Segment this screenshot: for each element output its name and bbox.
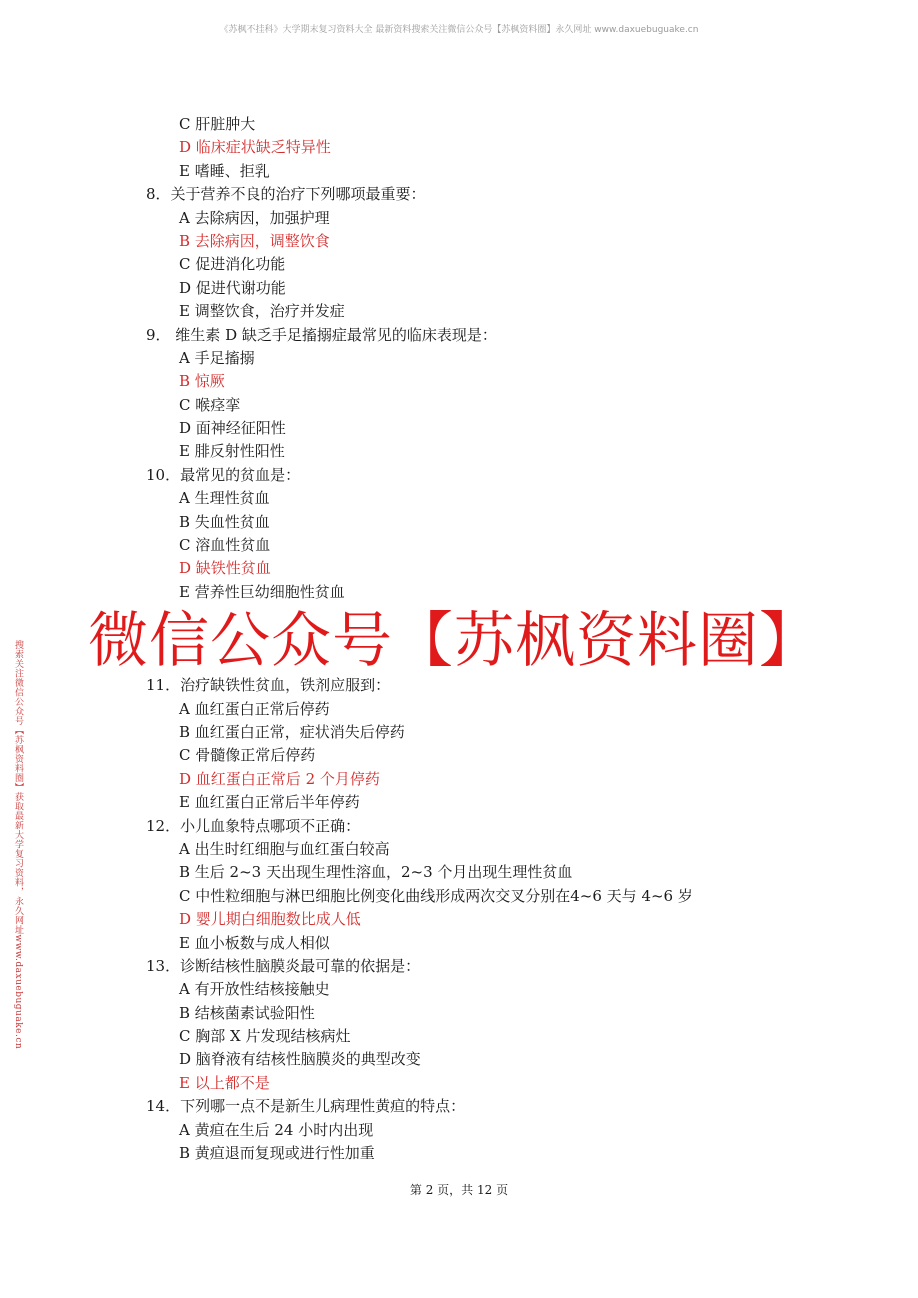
- option-q13-e-answer: E 以上都不是: [179, 1073, 270, 1092]
- option-q13-b: B 结核菌素试验阳性: [179, 1003, 315, 1022]
- option-q11-a: A 血红蛋白正常后停药: [179, 699, 330, 718]
- option-q11-b: B 血红蛋白正常，症状消失后停药: [179, 722, 405, 741]
- option-q10-a: A 生理性贫血: [179, 489, 270, 508]
- option-q12-b: B 生后 2~3 天出现生理性溶血，2~3 个月出现生理性贫血: [179, 863, 573, 882]
- question-12: 12．小儿血象特点哪项不正确：: [146, 816, 361, 835]
- option-q8-d: D 促进代谢功能: [179, 278, 286, 297]
- question-10: 10．最常见的贫血是：: [146, 465, 301, 484]
- option-q9-a: A 手足搐搦: [179, 348, 255, 367]
- option-q12-d-answer: D 婴儿期白细胞数比成人低: [179, 910, 361, 929]
- option-q13-a: A 有开放性结核接触史: [179, 980, 330, 999]
- option-q11-c: C 骨髓像正常后停药: [179, 746, 316, 765]
- option-q9-c: C 喉痉挛: [179, 395, 241, 414]
- wechat-watermark: 微信公众号【苏枫资料圈】: [88, 606, 820, 676]
- option-q11-e: E 血红蛋白正常后半年停药: [179, 793, 360, 812]
- option-q9-e: E 腓反射性阳性: [179, 442, 285, 461]
- option-q8-b-answer: B 去除病因，调整饮食: [179, 231, 330, 250]
- option-q7-e: E 嗜睡、拒乳: [179, 161, 270, 180]
- question-11: 11．治疗缺铁性贫血，铁剂应服到：: [146, 676, 391, 695]
- option-q12-e: E 血小板数与成人相似: [179, 933, 330, 952]
- option-q10-b: B 失血性贫血: [179, 512, 270, 531]
- question-9: 9． 维生素 D 缺乏手足搐搦症最常见的临床表现是：: [146, 325, 497, 344]
- question-8: 8．关于营养不良的治疗下列哪项最重要：: [146, 185, 426, 204]
- option-q10-c: C 溶血性贫血: [179, 536, 271, 555]
- option-q14-a: A 黄疸在生后 24 小时内出现: [179, 1120, 374, 1139]
- option-q10-e: E 营养性巨幼细胞性贫血: [179, 582, 345, 601]
- option-q9-b-answer: B 惊厥: [179, 372, 225, 391]
- page-number: 第 2 页，共 12 页: [409, 1183, 509, 1197]
- page-header: 《苏枫不挂科》大学期末复习资料大全 最新资料搜索关注微信公众号【苏枫资料圈】永久网址 www.daxuebuguake.cn: [219, 25, 699, 35]
- option-q14-b: B 黄疸退而复现或进行性加重: [179, 1144, 375, 1163]
- option-q12-c: C 中性粒细胞与淋巴细胞比例变化曲线形成两次交叉分别在4~6 天与 4~6 岁: [179, 886, 693, 905]
- side-watermark: 搜索关注微信公众号【苏枫资料圈】获取最新大学复习资料，永久网址www.daxuebuguake.cn: [13, 640, 23, 1050]
- option-q7-d-answer: D 临床症状缺乏特异性: [179, 138, 331, 157]
- question-14: 14．下列哪一点不是新生儿病理性黄疸的特点：: [146, 1097, 466, 1116]
- option-q13-c: C 胸部 X 片发现结核病灶: [179, 1027, 351, 1046]
- option-q10-d-answer: D 缺铁性贫血: [179, 559, 271, 578]
- question-13: 13．诊断结核性脑膜炎最可靠的依据是：: [146, 956, 421, 975]
- option-q9-d: D 面神经征阳性: [179, 419, 286, 438]
- option-q8-c: C 促进消化功能: [179, 255, 286, 274]
- option-q8-e: E 调整饮食，治疗并发症: [179, 302, 345, 321]
- option-q8-a: A 去除病因，加强护理: [179, 208, 330, 227]
- option-q12-a: A 出生时红细胞与血红蛋白较高: [179, 839, 390, 858]
- option-q13-d: D 脑脊液有结核性脑膜炎的典型改变: [179, 1050, 421, 1069]
- option-q7-c: C 肝脏肿大: [179, 115, 256, 133]
- option-q11-d-answer: D 血红蛋白正常后 2 个月停药: [179, 769, 380, 788]
